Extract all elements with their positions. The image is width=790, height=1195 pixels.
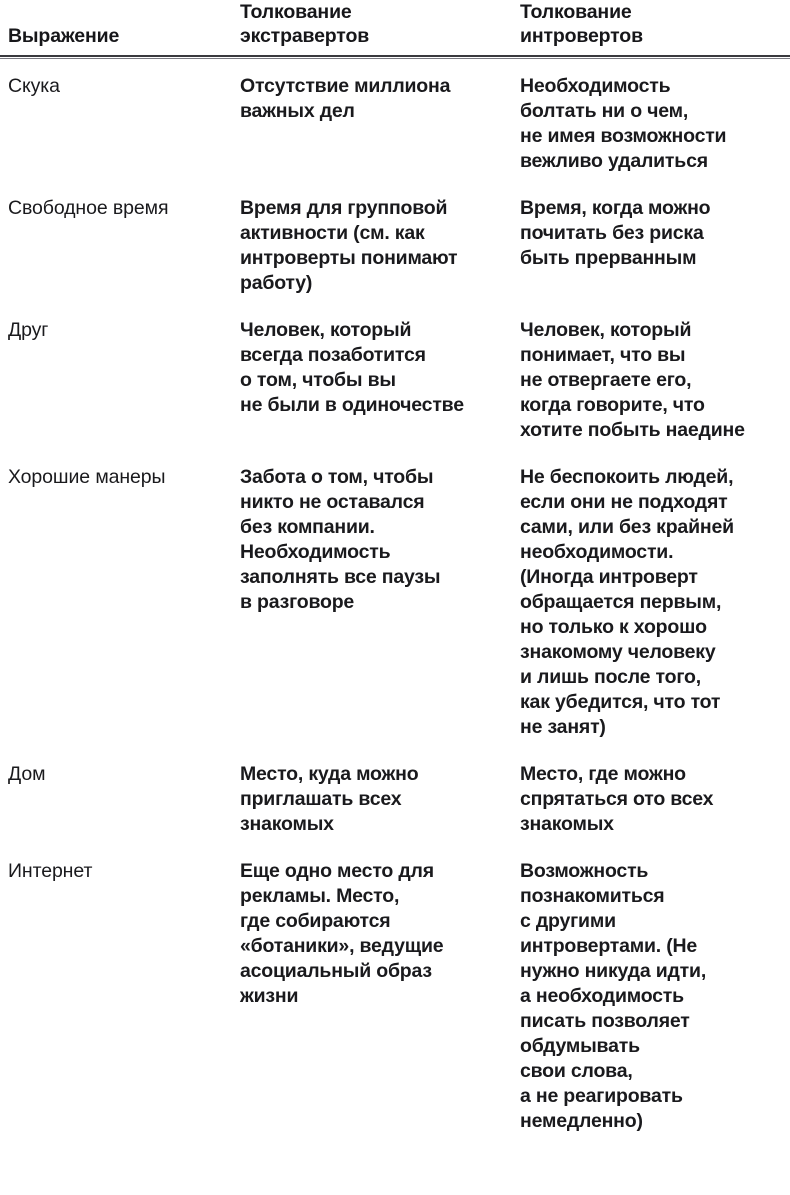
table-row: [0, 859, 790, 1134]
definition-line: понимает, что вы: [520, 344, 686, 366]
definition-line: Не беспокоить людей,: [520, 466, 734, 488]
definition-line: Необходимость: [520, 75, 671, 97]
definition-line: жизни: [240, 985, 299, 1007]
definition-line: почитать без риска: [520, 222, 704, 244]
cell-term: Свободное время: [8, 197, 169, 219]
definition-line: Время, когда можно: [520, 197, 711, 219]
definition-line: не отвергаете его,: [520, 369, 692, 391]
definition-line: немедленно): [520, 1110, 643, 1132]
definition-line: сами, или без крайней: [520, 516, 734, 538]
definition-line: писать позволяет: [520, 1010, 690, 1032]
cell-term: Интернет: [8, 860, 93, 882]
definition-line: свои слова,: [520, 1060, 633, 1082]
row-spacer: [0, 837, 790, 859]
definition-line: необходимости.: [520, 541, 674, 563]
row-spacer: [0, 740, 790, 762]
definition-line: знакомому человеку: [520, 641, 716, 663]
cell-term: Дом: [8, 763, 46, 785]
definition-line: не имея возможности: [520, 125, 727, 147]
definition-line: в разговоре: [240, 591, 355, 613]
table-row: [0, 318, 790, 443]
cell-introvert-definition: [512, 859, 790, 1134]
cell-extravert-definition: [232, 762, 512, 837]
definition-line: Человек, который: [520, 319, 692, 341]
rule-line-thick: [0, 55, 790, 57]
definition-line: Возможность: [520, 860, 649, 882]
definition-line: обращается первым,: [520, 591, 722, 613]
header-row: [0, 0, 790, 55]
column-header-line: экстравертов: [240, 25, 370, 47]
row-spacer: [0, 296, 790, 318]
definition-line: Человек, который: [240, 319, 412, 341]
definition-line: знакомых: [520, 813, 614, 835]
column-header-line: Выражение: [8, 25, 120, 47]
cell-extravert-definition: [232, 64, 512, 174]
double-rule: [0, 55, 790, 64]
cell-introvert-definition: [512, 196, 790, 296]
definition-line: (Иногда интроверт: [520, 566, 698, 588]
definition-line: «ботаники», ведущие: [240, 935, 444, 957]
definition-line: Забота о том, чтобы: [240, 466, 434, 488]
definition-line: всегда позаботится: [240, 344, 426, 366]
column-header-line: интровертов: [520, 25, 643, 47]
definition-line: болтать ни о чем,: [520, 100, 689, 122]
definition-line: асоциальный образ: [240, 960, 432, 982]
definition-line: обдумывать: [520, 1035, 640, 1057]
definition-line: Еще одно место для: [240, 860, 434, 882]
table-body: [0, 64, 790, 1134]
column-header-line: Толкование: [240, 1, 352, 23]
definition-line: никто не оставался: [240, 491, 425, 513]
row-spacer-cell: [0, 174, 790, 196]
table-header: [0, 0, 790, 64]
definition-line: и лишь после того,: [520, 666, 701, 688]
row-spacer: [0, 174, 790, 196]
definition-line: заполнять все паузы: [240, 566, 441, 588]
definition-line: не были в одиночестве: [240, 394, 464, 416]
definition-line: знакомых: [240, 813, 334, 835]
rule-line-thin: [0, 58, 790, 59]
definition-line: познакомиться: [520, 885, 665, 907]
cell-introvert-definition: [512, 465, 790, 740]
cell-extravert-definition: [232, 318, 512, 443]
definition-line: о том, чтобы вы: [240, 369, 396, 391]
column-header-introvert: [512, 0, 790, 55]
row-spacer-cell: [0, 740, 790, 762]
cell-introvert-definition: [512, 64, 790, 174]
definition-line: интровертами. (Не: [520, 935, 698, 957]
cell-extravert-definition: [232, 196, 512, 296]
cell-term: Друг: [8, 319, 49, 341]
cell-introvert-definition: [512, 762, 790, 837]
definition-line: где собираются: [240, 910, 391, 932]
definition-line: хотите побыть наедине: [520, 419, 745, 441]
cell-term: Хорошие манеры: [8, 466, 166, 488]
column-header-term: [0, 0, 232, 55]
definition-line: когда говорите, что: [520, 394, 705, 416]
column-header-line: Толкование: [520, 1, 632, 23]
cell-introvert-definition: [512, 318, 790, 443]
definition-line: вежливо удалиться: [520, 150, 708, 172]
definition-line: активности (см. как: [240, 222, 425, 244]
definition-line: важных дел: [240, 100, 355, 122]
definition-line: быть прерванным: [520, 247, 697, 269]
row-spacer-cell: [0, 296, 790, 318]
definition-line: если они не подходят: [520, 491, 728, 513]
definition-line: а не реагировать: [520, 1085, 683, 1107]
definition-line: рекламы. Место,: [240, 885, 400, 907]
definition-line: Время для групповой: [240, 197, 448, 219]
definition-line: с другими: [520, 910, 616, 932]
definition-line: работу): [240, 272, 313, 294]
definition-line: спрятаться ото всех: [520, 788, 714, 810]
row-spacer-cell: [0, 837, 790, 859]
cell-extravert-definition: [232, 859, 512, 1134]
definition-line: приглашать всех: [240, 788, 402, 810]
row-spacer: [0, 443, 790, 465]
definition-line: но только к хорошо: [520, 616, 707, 638]
definition-line: нужно никуда идти,: [520, 960, 707, 982]
definition-line: а необходимость: [520, 985, 684, 1007]
table-row: [0, 762, 790, 837]
definition-line: Место, куда можно: [240, 763, 419, 785]
cell-extravert-definition: [232, 465, 512, 740]
definition-line: без компании.: [240, 516, 375, 538]
header-separator: [0, 55, 790, 64]
table-row: [0, 64, 790, 174]
cell-term: Скука: [8, 75, 60, 97]
definition-line: Место, где можно: [520, 763, 686, 785]
definition-line: Отсутствие миллиона: [240, 75, 451, 97]
table-row: [0, 465, 790, 740]
definition-line: интроверты понимают: [240, 247, 458, 269]
definition-line: не занят): [520, 716, 606, 738]
definition-line: как убедится, что тот: [520, 691, 721, 713]
table-row: [0, 196, 790, 296]
row-spacer-cell: [0, 443, 790, 465]
column-header-extravert: [232, 0, 512, 55]
header-rule-row: [0, 55, 790, 64]
definition-line: Необходимость: [240, 541, 391, 563]
